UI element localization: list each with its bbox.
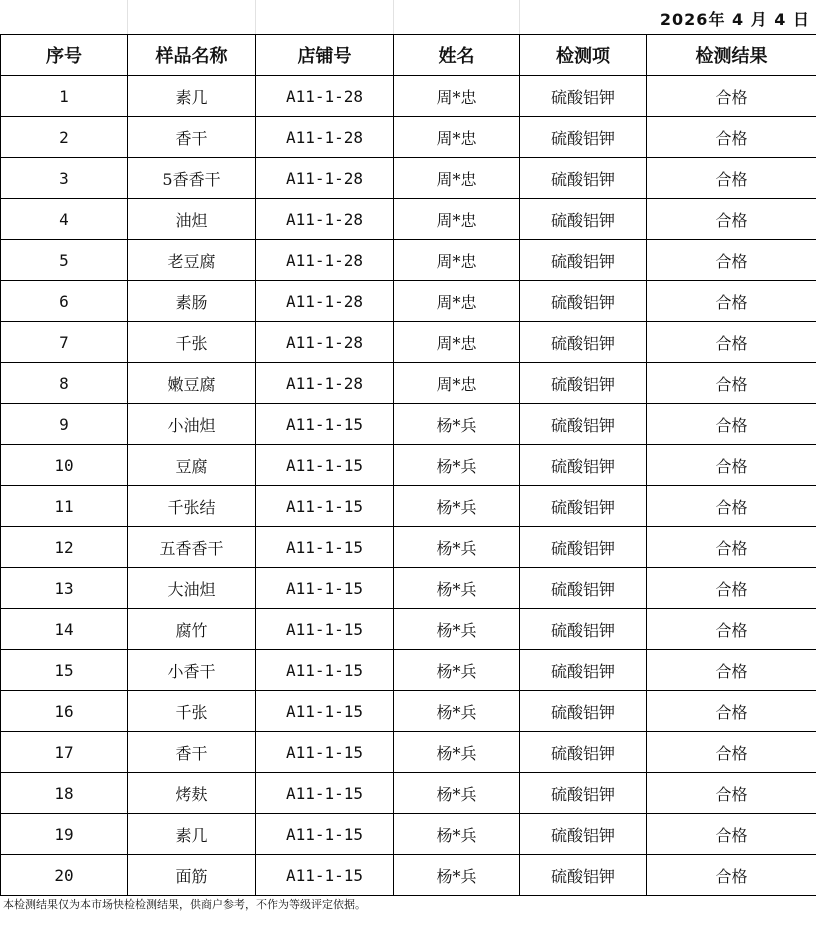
cell-shop-number: A11-1-28 xyxy=(256,240,394,281)
cell-owner-name: 杨*兵 xyxy=(394,527,520,568)
table-row xyxy=(1,76,816,117)
footnote: 本检测结果仅为本市场快检检测结果，供商户参考，不作为等级评定依据。 xyxy=(3,898,366,911)
cell-test-result: 合格 xyxy=(647,158,816,199)
cell-index: 8 xyxy=(1,363,128,404)
cell-test-item: 硫酸铝钾 xyxy=(520,76,647,117)
table-row xyxy=(1,814,816,855)
cell-test-result: 合格 xyxy=(647,650,816,691)
cell-owner-name: 杨*兵 xyxy=(394,650,520,691)
cell-test-item: 硫酸铝钾 xyxy=(520,609,647,650)
cell-sample-name: 豆腐 xyxy=(128,445,256,486)
cell-shop-number: A11-1-15 xyxy=(256,445,394,486)
cell-test-item: 硫酸铝钾 xyxy=(520,855,647,896)
cell-sample-name: 千张结 xyxy=(128,486,256,527)
cell-owner-name: 周*忠 xyxy=(394,281,520,322)
cell-owner-name: 杨*兵 xyxy=(394,855,520,896)
cell-sample-name: 素几 xyxy=(128,814,256,855)
table-row xyxy=(1,855,816,896)
cell-index: 9 xyxy=(1,404,128,445)
cell-test-item: 硫酸铝钾 xyxy=(520,117,647,158)
cell-test-result: 合格 xyxy=(647,363,816,404)
cell-sample-name: 千张 xyxy=(128,322,256,363)
cell-owner-name: 杨*兵 xyxy=(394,732,520,773)
table-row xyxy=(1,281,816,322)
cell-owner-name: 周*忠 xyxy=(394,158,520,199)
header-row xyxy=(1,35,816,76)
cell-test-item: 硫酸铝钾 xyxy=(520,691,647,732)
table-row xyxy=(1,650,816,691)
cell-owner-name: 周*忠 xyxy=(394,240,520,281)
cell-sample-name: 烤麸 xyxy=(128,773,256,814)
cell-shop-number: A11-1-15 xyxy=(256,486,394,527)
cell-shop-number: A11-1-15 xyxy=(256,732,394,773)
table-row xyxy=(1,445,816,486)
cell-test-result: 合格 xyxy=(647,568,816,609)
header-index: 序号 xyxy=(1,35,128,76)
cell-owner-name: 杨*兵 xyxy=(394,609,520,650)
cell-shop-number: A11-1-15 xyxy=(256,855,394,896)
cell-test-item: 硫酸铝钾 xyxy=(520,527,647,568)
cell-index: 16 xyxy=(1,691,128,732)
cell-test-item: 硫酸铝钾 xyxy=(520,363,647,404)
cell-owner-name: 杨*兵 xyxy=(394,568,520,609)
cell-sample-name: 香干 xyxy=(128,117,256,158)
cell-test-result: 合格 xyxy=(647,240,816,281)
cell-owner-name: 杨*兵 xyxy=(394,814,520,855)
cell-index: 7 xyxy=(1,322,128,363)
cell-shop-number: A11-1-15 xyxy=(256,404,394,445)
table-row xyxy=(1,199,816,240)
cell-owner-name: 周*忠 xyxy=(394,363,520,404)
cell-index: 19 xyxy=(1,814,128,855)
cell-sample-name: 香干 xyxy=(128,732,256,773)
cell-index: 18 xyxy=(1,773,128,814)
cell-sample-name: 大油炟 xyxy=(128,568,256,609)
table-row xyxy=(1,117,816,158)
table-row xyxy=(1,404,816,445)
gridline xyxy=(255,0,256,34)
cell-index: 20 xyxy=(1,855,128,896)
cell-index: 17 xyxy=(1,732,128,773)
table-row xyxy=(1,732,816,773)
table-row xyxy=(1,486,816,527)
cell-shop-number: A11-1-28 xyxy=(256,363,394,404)
cell-test-result: 合格 xyxy=(647,486,816,527)
cell-test-result: 合格 xyxy=(647,732,816,773)
cell-shop-number: A11-1-15 xyxy=(256,814,394,855)
cell-test-result: 合格 xyxy=(647,527,816,568)
cell-test-item: 硫酸铝钾 xyxy=(520,814,647,855)
cell-test-item: 硫酸铝钾 xyxy=(520,240,647,281)
table-row xyxy=(1,240,816,281)
cell-sample-name: 小香干 xyxy=(128,650,256,691)
cell-sample-name: 面筋 xyxy=(128,855,256,896)
cell-test-result: 合格 xyxy=(647,609,816,650)
cell-index: 12 xyxy=(1,527,128,568)
header-sample-name: 样品名称 xyxy=(128,35,256,76)
cell-sample-name: 素几 xyxy=(128,76,256,117)
inspection-table xyxy=(0,34,816,896)
cell-test-result: 合格 xyxy=(647,76,816,117)
cell-shop-number: A11-1-15 xyxy=(256,527,394,568)
cell-test-item: 硫酸铝钾 xyxy=(520,322,647,363)
cell-test-item: 硫酸铝钾 xyxy=(520,773,647,814)
cell-shop-number: A11-1-28 xyxy=(256,199,394,240)
cell-shop-number: A11-1-28 xyxy=(256,158,394,199)
cell-shop-number: A11-1-15 xyxy=(256,773,394,814)
cell-sample-name: 五香香干 xyxy=(128,527,256,568)
cell-test-item: 硫酸铝钾 xyxy=(520,732,647,773)
header-owner-name: 姓名 xyxy=(394,35,520,76)
header-test-item: 检测项 xyxy=(520,35,647,76)
cell-sample-name: 老豆腐 xyxy=(128,240,256,281)
cell-owner-name: 周*忠 xyxy=(394,76,520,117)
cell-index: 10 xyxy=(1,445,128,486)
cell-test-item: 硫酸铝钾 xyxy=(520,445,647,486)
cell-shop-number: A11-1-15 xyxy=(256,691,394,732)
cell-owner-name: 周*忠 xyxy=(394,117,520,158)
cell-owner-name: 周*忠 xyxy=(394,199,520,240)
cell-test-result: 合格 xyxy=(647,404,816,445)
cell-index: 14 xyxy=(1,609,128,650)
cell-test-item: 硫酸铝钾 xyxy=(520,568,647,609)
cell-shop-number: A11-1-28 xyxy=(256,322,394,363)
cell-shop-number: A11-1-15 xyxy=(256,650,394,691)
cell-index: 11 xyxy=(1,486,128,527)
cell-sample-name: 素肠 xyxy=(128,281,256,322)
cell-test-item: 硫酸铝钾 xyxy=(520,486,647,527)
cell-sample-name: 千张 xyxy=(128,691,256,732)
cell-test-result: 合格 xyxy=(647,322,816,363)
cell-test-item: 硫酸铝钾 xyxy=(520,281,647,322)
table-row xyxy=(1,527,816,568)
cell-shop-number: A11-1-28 xyxy=(256,281,394,322)
cell-shop-number: A11-1-15 xyxy=(256,609,394,650)
table-row xyxy=(1,158,816,199)
cell-shop-number: A11-1-15 xyxy=(256,568,394,609)
header-shop-number: 店铺号 xyxy=(256,35,394,76)
cell-index: 15 xyxy=(1,650,128,691)
table-row xyxy=(1,322,816,363)
cell-index: 6 xyxy=(1,281,128,322)
gridline xyxy=(393,0,394,34)
header-test-result: 检测结果 xyxy=(647,35,816,76)
cell-index: 3 xyxy=(1,158,128,199)
cell-shop-number: A11-1-28 xyxy=(256,117,394,158)
cell-sample-name: 油炟 xyxy=(128,199,256,240)
cell-index: 5 xyxy=(1,240,128,281)
cell-test-result: 合格 xyxy=(647,691,816,732)
cell-test-item: 硫酸铝钾 xyxy=(520,404,647,445)
table-row xyxy=(1,363,816,404)
cell-index: 1 xyxy=(1,76,128,117)
cell-owner-name: 杨*兵 xyxy=(394,773,520,814)
cell-test-result: 合格 xyxy=(647,199,816,240)
cell-test-item: 硫酸铝钾 xyxy=(520,650,647,691)
cell-sample-name: 5香香干 xyxy=(128,158,256,199)
cell-owner-name: 杨*兵 xyxy=(394,691,520,732)
cell-test-result: 合格 xyxy=(647,281,816,322)
cell-test-result: 合格 xyxy=(647,773,816,814)
cell-sample-name: 嫩豆腐 xyxy=(128,363,256,404)
cell-owner-name: 周*忠 xyxy=(394,322,520,363)
cell-test-result: 合格 xyxy=(647,445,816,486)
report-date: 2026年 4 月 4 日 xyxy=(659,10,810,29)
gridline xyxy=(519,0,520,34)
gridline xyxy=(127,0,128,34)
cell-owner-name: 杨*兵 xyxy=(394,486,520,527)
cell-test-result: 合格 xyxy=(647,117,816,158)
cell-owner-name: 杨*兵 xyxy=(394,445,520,486)
cell-test-result: 合格 xyxy=(647,814,816,855)
cell-index: 4 xyxy=(1,199,128,240)
cell-test-result: 合格 xyxy=(647,855,816,896)
table-row xyxy=(1,568,816,609)
table-row xyxy=(1,773,816,814)
cell-sample-name: 小油炟 xyxy=(128,404,256,445)
cell-test-item: 硫酸铝钾 xyxy=(520,158,647,199)
table-body xyxy=(1,76,816,896)
cell-sample-name: 腐竹 xyxy=(128,609,256,650)
table-row xyxy=(1,609,816,650)
cell-owner-name: 杨*兵 xyxy=(394,404,520,445)
cell-index: 13 xyxy=(1,568,128,609)
table-row xyxy=(1,691,816,732)
cell-index: 2 xyxy=(1,117,128,158)
cell-shop-number: A11-1-28 xyxy=(256,76,394,117)
cell-test-item: 硫酸铝钾 xyxy=(520,199,647,240)
